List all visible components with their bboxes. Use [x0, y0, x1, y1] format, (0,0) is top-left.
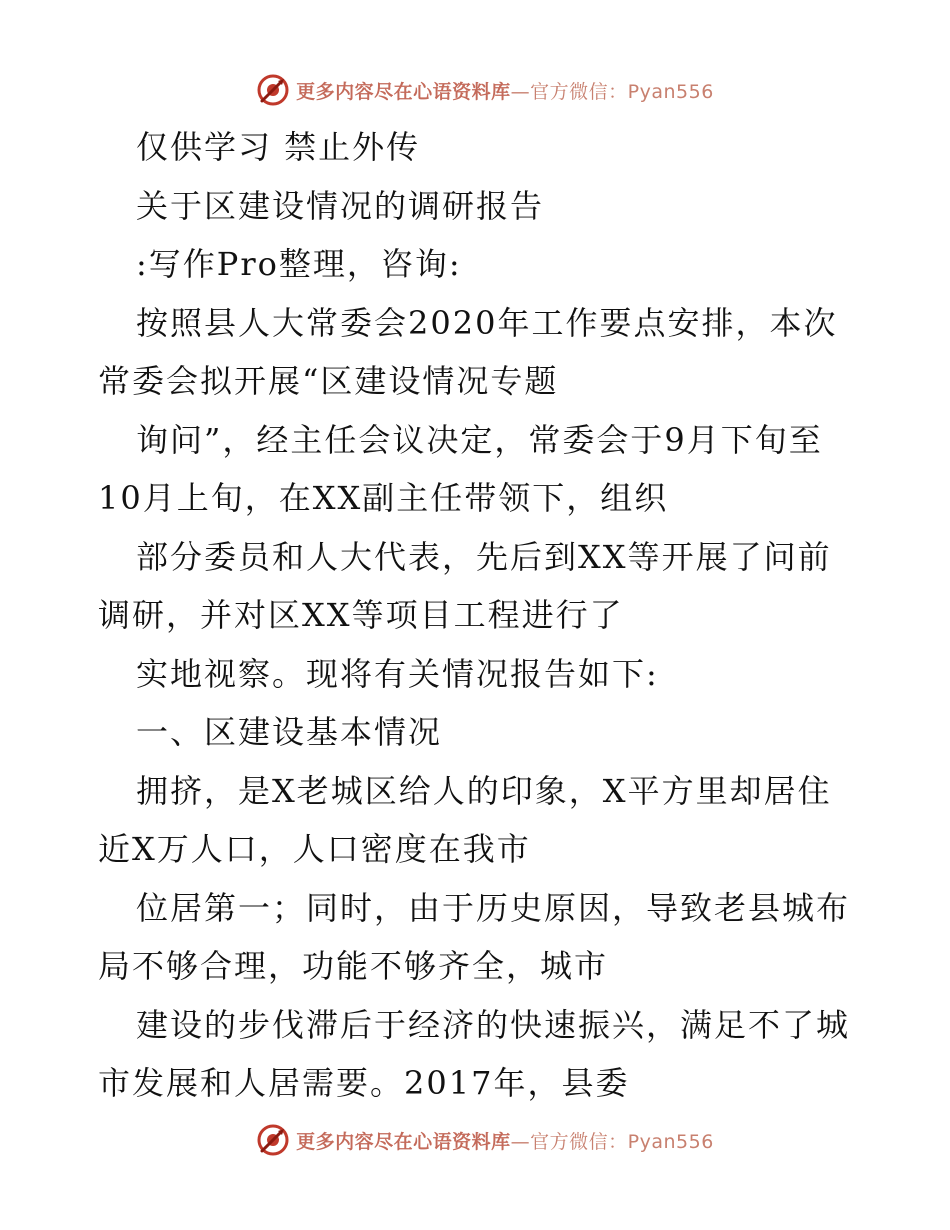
text-line: 拥挤，是X老城区给人的印象，X平方里却居住: [136, 771, 832, 810]
text-line: 关于区建设情况的调研报告: [136, 186, 545, 225]
banner-separator: —: [510, 80, 531, 103]
text-line: 按照县人大常委会2020年工作要点安排，本次: [136, 303, 838, 342]
banner-separator: —: [510, 1130, 531, 1153]
text-line: 仅供学习 禁止外传: [136, 128, 421, 166]
text-line: 询问”，经主任会议决定，常委会于9月下旬至: [136, 420, 823, 459]
text-line: 常委会拟开展“区建设情况专题: [98, 362, 559, 400]
banner-inner: [256, 1123, 714, 1157]
text-line: 10月上旬，在XX副主任带领下，组织: [98, 479, 669, 517]
brand-logo-icon: [256, 1123, 290, 1157]
banner-inner: [256, 73, 714, 107]
text-line: :写作Pro整理，咨询:: [136, 245, 462, 283]
banner-brand: 更多内容尽在心语资料库: [296, 1130, 511, 1153]
banner-wechat: 官方微信：Pyan556: [530, 80, 714, 103]
text-line: 部分委员和人大代表，先后到XX等开展了问前: [136, 537, 832, 576]
banner-brand: 更多内容尽在心语资料库: [296, 80, 511, 103]
banner-wechat: 官方微信：Pyan556: [530, 1130, 714, 1153]
banner-text: [296, 77, 714, 104]
document-body: [98, 118, 878, 1113]
text-line: 市发展和人居需要。2017年，县委: [98, 1064, 630, 1102]
text-line: 实地视察。现将有关情况报告如下:: [136, 654, 659, 693]
text-line: 调研，并对区XX等项目工程进行了: [98, 596, 624, 634]
brand-logo-icon: [256, 73, 290, 107]
footer-banner: [0, 1120, 950, 1160]
text-line: 建设的步伐滞后于经济的快速振兴，满足不了城: [136, 1005, 851, 1044]
text-line: 近X万人口，人口密度在我市: [98, 830, 531, 868]
text-line: 位居第一；同时，由于历史原因，导致老县城布: [136, 888, 851, 927]
banner-text: [296, 1127, 714, 1154]
header-banner: [0, 70, 950, 110]
text-line: 局不够合理，功能不够齐全，城市: [98, 947, 609, 985]
text-line: 一、区建设基本情况: [136, 713, 443, 751]
